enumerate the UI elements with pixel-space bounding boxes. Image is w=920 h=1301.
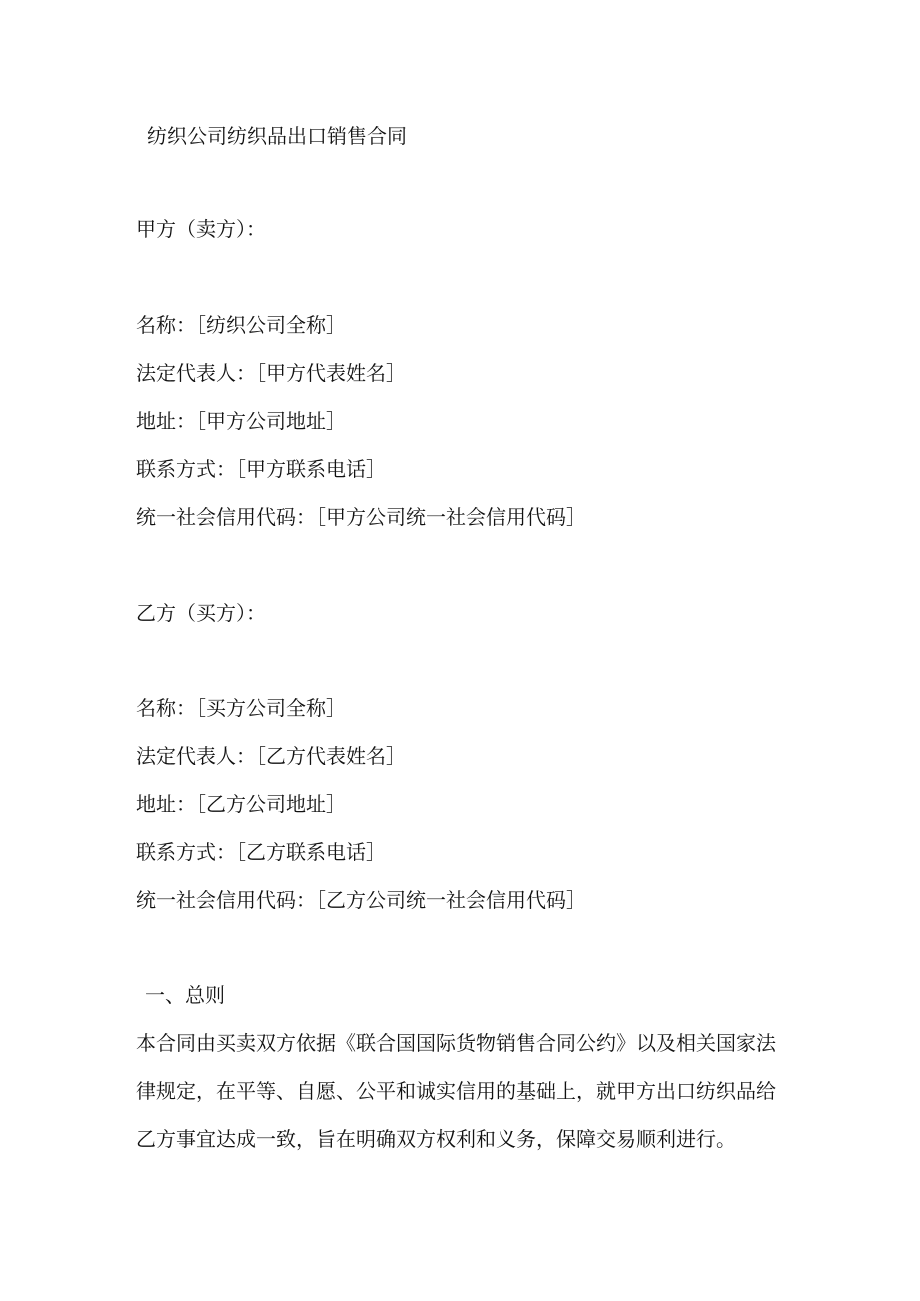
party-b-name-row <box>136 696 346 720</box>
party-a-rep-label: 法定代表人： <box>136 361 256 385</box>
party-b-code-value: ［乙方公司统一社会信用代码］ <box>316 888 586 912</box>
party-a-name-label: 名称： <box>136 313 196 337</box>
party-a-code-value: ［甲方公司统一社会信用代码］ <box>316 505 586 529</box>
party-b-contact-value: ［乙方联系电话］ <box>236 840 386 864</box>
party-b-code-row <box>136 888 586 912</box>
party-b-rep-value: ［乙方代表姓名］ <box>256 744 406 768</box>
party-b-code-label: 统一社会信用代码： <box>136 888 316 912</box>
party-a-code-label: 统一社会信用代码： <box>136 505 316 529</box>
section-1-paragraph-line: 乙方事宜达成一致，旨在明确双方权利和义务，保障交易顺利进行。 <box>136 1127 736 1151</box>
party-b-name-label: 名称： <box>136 696 196 720</box>
party-a-address-value: ［甲方公司地址］ <box>196 409 346 433</box>
section-1-paragraph-line: 本合同由买卖双方依据《联合国国际货物销售合同公约》以及相关国家法 <box>136 1031 776 1055</box>
party-b-address-label: 地址： <box>136 792 196 816</box>
party-b-rep-label: 法定代表人： <box>136 744 256 768</box>
document-title: 纺织公司纺织品出口销售合同 <box>147 124 407 148</box>
party-a-contact-value: ［甲方联系电话］ <box>236 457 386 481</box>
party-a-rep-value: ［甲方代表姓名］ <box>256 361 406 385</box>
party-b-contact-row <box>136 840 386 864</box>
party-a-name-row <box>136 313 346 337</box>
party-a-contact-row <box>136 457 386 481</box>
party-a-address-label: 地址： <box>136 409 196 433</box>
party-a-contact-label: 联系方式： <box>136 457 236 481</box>
section-1-heading: 一、总则 <box>145 983 225 1007</box>
party-b-name-value: ［买方公司全称］ <box>196 696 346 720</box>
party-b-address-row <box>136 792 346 816</box>
party-a-code-row <box>136 505 586 529</box>
section-1-paragraph-line: 律规定，在平等、自愿、公平和诚实信用的基础上，就甲方出口纺织品给 <box>136 1079 776 1103</box>
party-b-rep-row <box>136 744 406 768</box>
party-b-address-value: ［乙方公司地址］ <box>196 792 346 816</box>
party-a-address-row <box>136 409 346 433</box>
party-a-name-value: ［纺织公司全称］ <box>196 313 346 337</box>
party-a-rep-row <box>136 361 406 385</box>
party-b-heading: 乙方（买方）： <box>136 601 266 625</box>
party-a-heading: 甲方（卖方）： <box>136 217 266 241</box>
party-b-contact-label: 联系方式： <box>136 840 236 864</box>
